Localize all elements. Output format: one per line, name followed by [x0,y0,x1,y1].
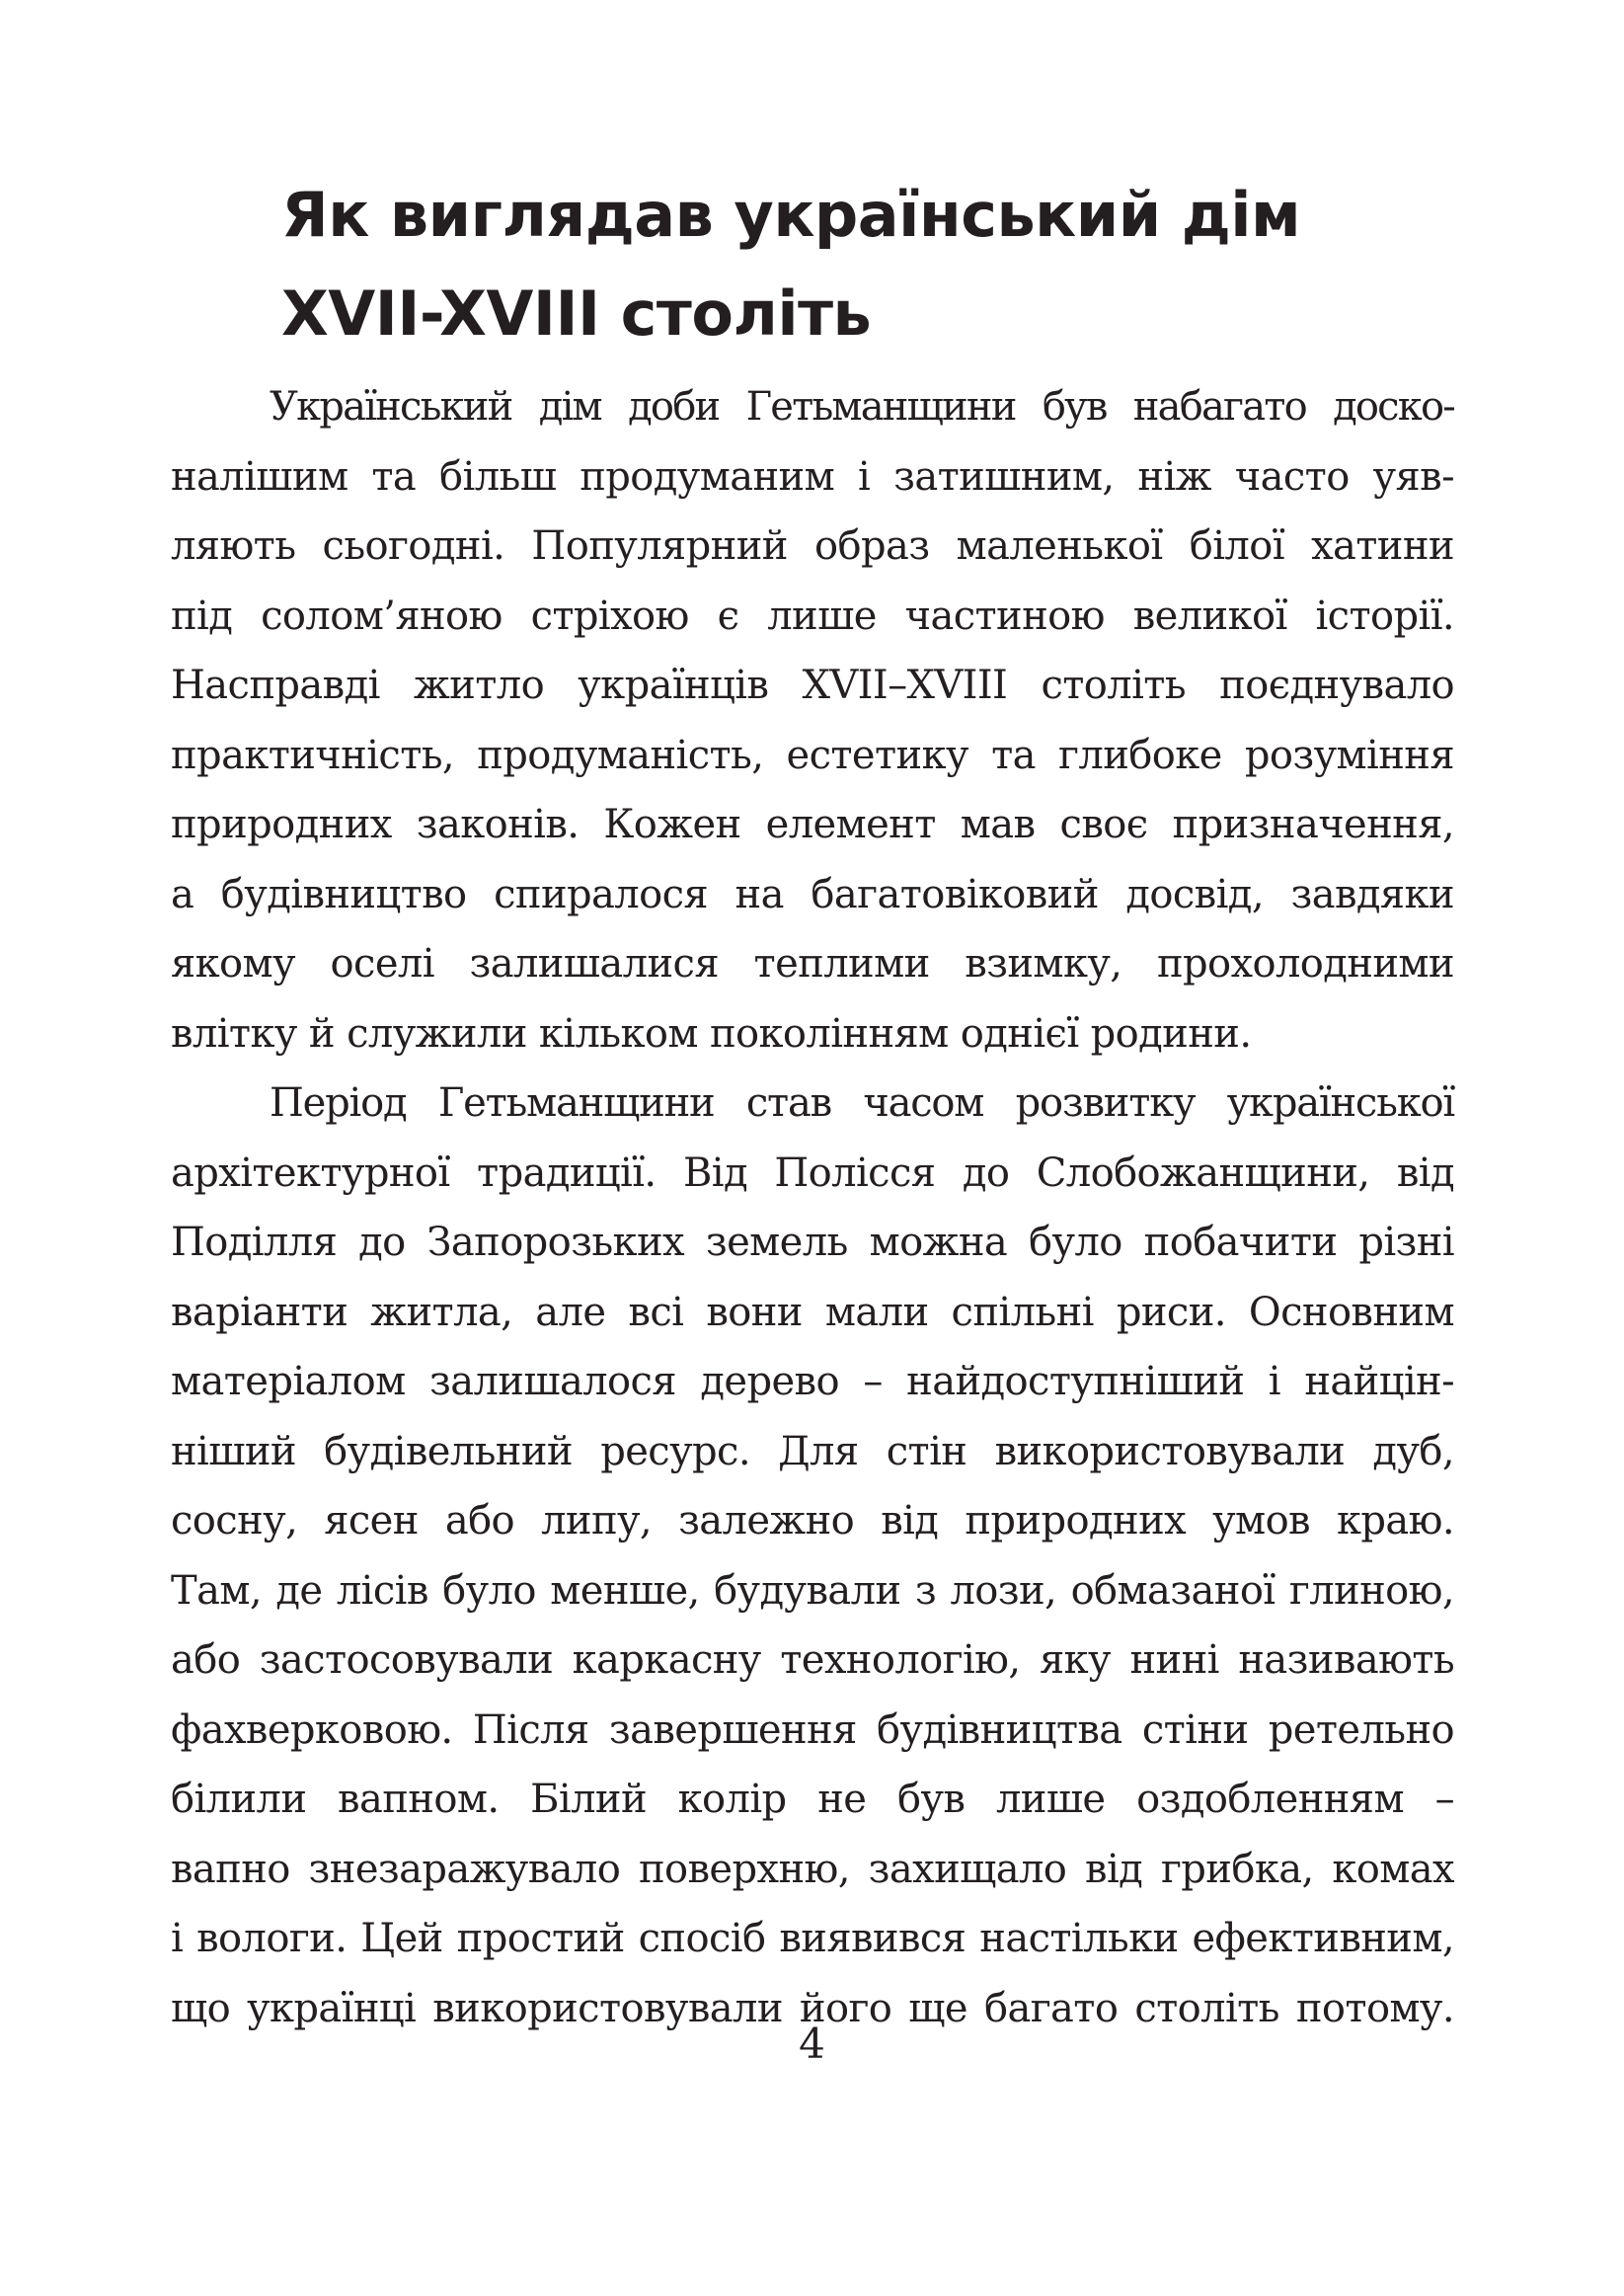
chapter-title-line-2: XVII-XVIII століть [281,277,872,350]
text-line: Поділля до Запорозьких земель можна було побачити різні [171,1220,1454,1265]
chapter-title [281,166,1466,363]
body-text [171,372,1454,2043]
text-line: сосну, ясен або липу, залежно від природних умов краю. [171,1498,1454,1544]
chapter-title-line-1: Як виглядав український дім [281,179,1301,251]
text-line: архітектурної традиції. Від Полісся до Слобожанщини, від [171,1149,1454,1196]
text-line: або застосовували каркасну технологію, яку нині називають [171,1637,1454,1683]
text-line: влітку й служили кільком поколінням однієї родини. [171,1010,1252,1057]
text-line: білили вапном. Білий колір не був лише оздобленням – [171,1777,1454,1822]
text-line: Період Гетьманщини став часом розвитку української [270,1080,1454,1126]
text-line: фахверковою. Після завершення будівництва стіни ретельно [171,1706,1454,1753]
text-line: природних законів. Кожен елемент мав своє призначення, [171,802,1454,847]
text-line: матеріалом залишалося дерево – найдоступніший і найцін- [171,1359,1454,1404]
text-line: варіанти житла, але всі вони мали спільні риси. Основним [171,1289,1454,1335]
text-line: під солом’яною стріхою є лише частиною великої історії. [171,593,1454,639]
text-line: налішим та більш продуманим і затишним, ніж часто уяв- [171,453,1454,500]
text-line: і вологи. Цей простий спосіб виявився настільки ефективним, [171,1916,1454,1961]
page-number: 4 [799,2019,825,2068]
text-line: Там, де лісів було менше, будували з лози, обмазаної глиною, [171,1567,1454,1614]
text-line: Насправді житло українців XVII–XVIII століть поєднувало [171,663,1454,708]
text-line: що українці використовували його ще багато століть потому. [171,1985,1454,2031]
text-line: практичність, продуманість, естетику та глибоке розуміння [171,732,1454,778]
paragraph-1 [171,372,1454,1069]
text-line: Український дім доби Гетьманщини був набагато доско- [270,384,1454,430]
text-line: якому оселі залишалися теплими взимку, прохолодними [171,941,1454,987]
text-line: ніший будівельний ресурс. Для стін використовували дуб, [171,1428,1454,1474]
text-line: а будівництво спиралося на багатовіковий досвід, завдяки [171,871,1454,917]
text-line: вапно знезаражувало поверхню, захищало від грибка, комах [171,1846,1454,1892]
text-line: ляють сьогодні. Популярний образ маленької білої хатини [171,523,1454,569]
paragraph-2 [171,1069,1454,2043]
